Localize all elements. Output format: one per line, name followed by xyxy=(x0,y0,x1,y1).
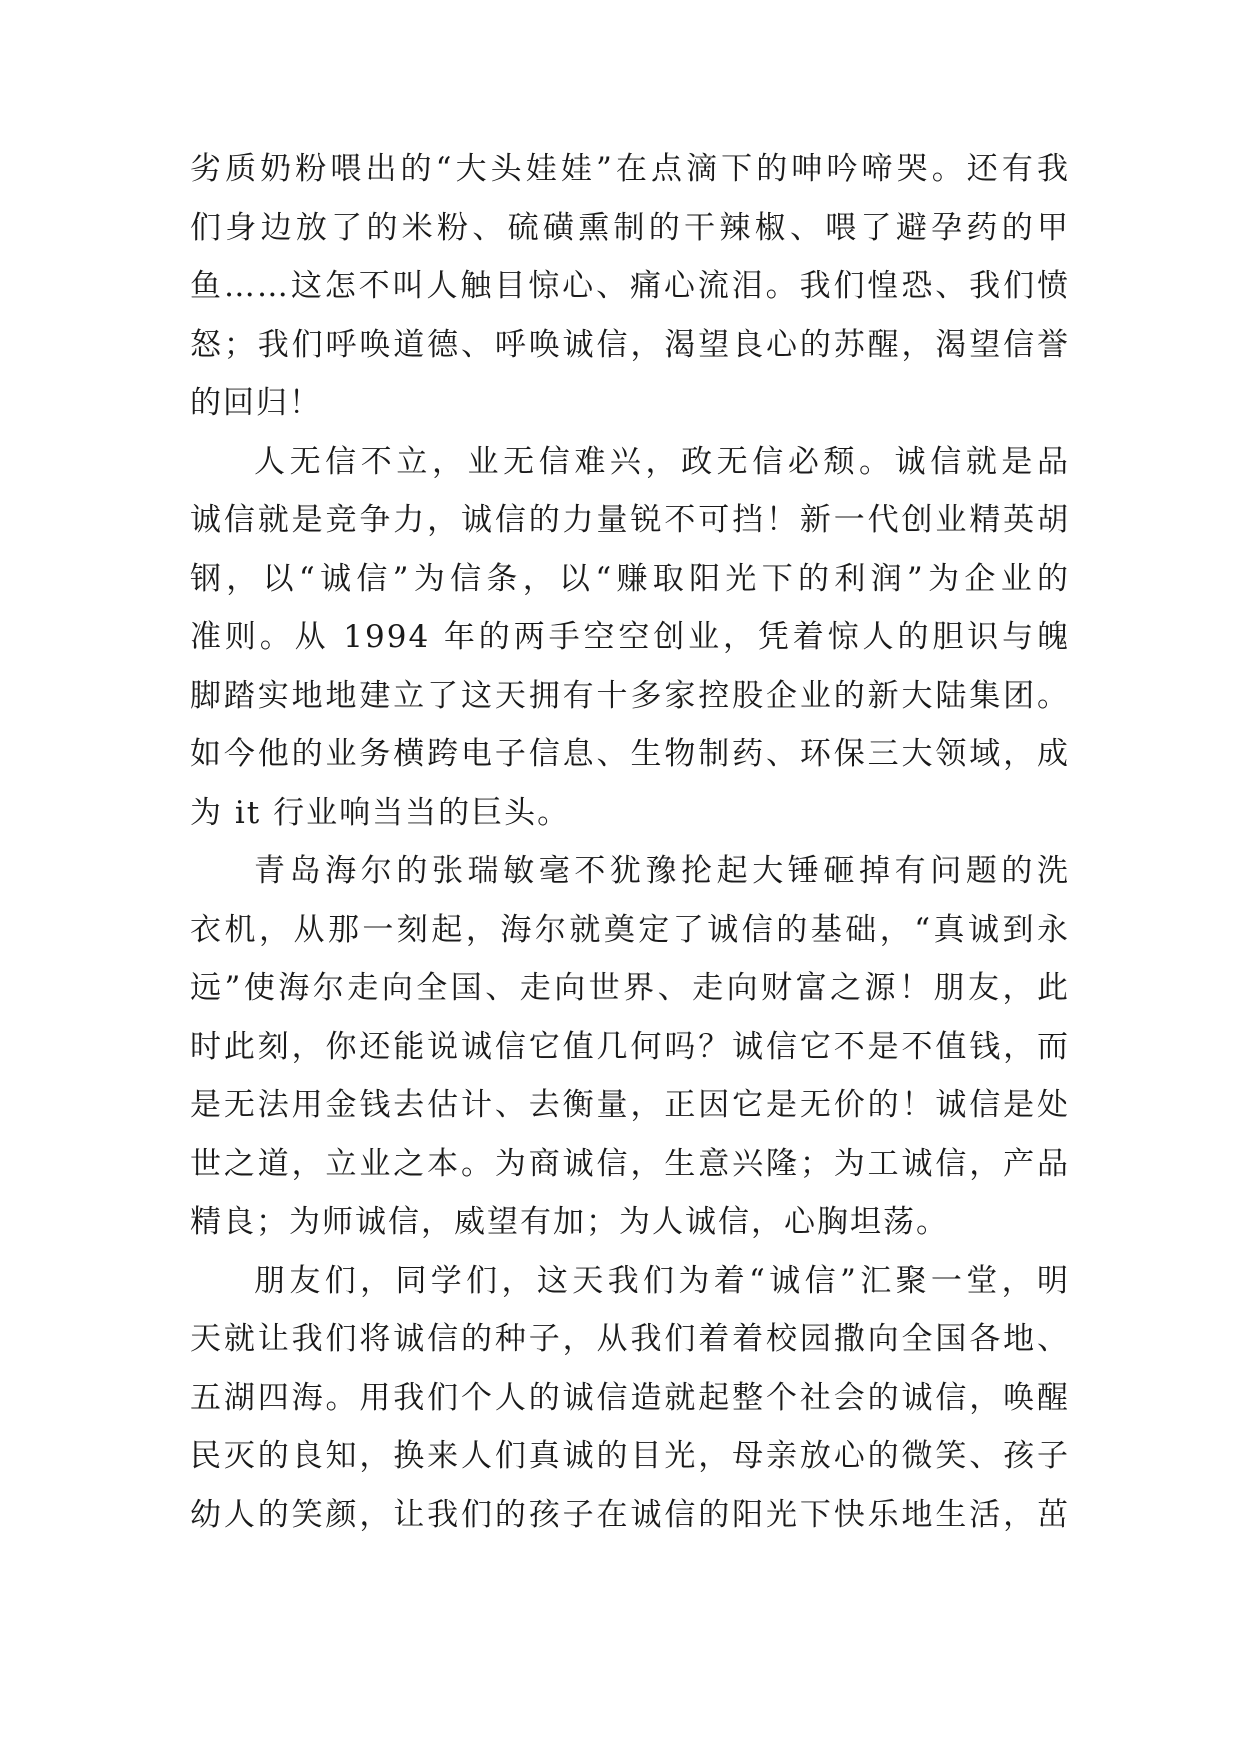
text-line: 幼人的笑颜，让我们的孩子在诚信的阳光下快乐地生活，茁 xyxy=(190,1496,1070,1533)
text-line: 鱼……这怎不叫人触目惊心、痛心流泪。我们惶恐、我们愤 xyxy=(190,268,1070,304)
text-line: 远”使海尔走向全国、走向世界、走向财富之源！朋友，此 xyxy=(190,970,1070,1006)
text-line: 的回归！ xyxy=(190,385,322,421)
text-line: 精良；为师诚信，威望有加；为人诚信，心胸坦荡。 xyxy=(190,1204,949,1240)
paragraph-first-line: 人无信不立，业无信难兴，政无信必颓。诚信就是品 xyxy=(254,443,1070,480)
text-line: 如今他的业务横跨电子信息、生物制药、环保三大领域，成 xyxy=(190,736,1070,772)
paragraph-first-line: 青岛海尔的张瑞敏毫不犹豫抡起大锤砸掉有问题的洗 xyxy=(254,853,1070,889)
text-line: 为 it 行业响当当的巨头。 xyxy=(190,794,571,831)
paragraph-first-line: 朋友们，同学们，这天我们为着“诚信”汇聚一堂，明 xyxy=(254,1262,1070,1299)
text-line: 劣质奶粉喂出的“大头娃娃”在点滴下的呻吟啼哭。还有我 xyxy=(190,151,1070,187)
text-line: 时此刻，你还能说诚信它值几何吗？诚信它不是不值钱，而 xyxy=(190,1028,1070,1065)
text-line: 们身边放了的米粉、硫磺熏制的干辣椒、喂了避孕药的甲 xyxy=(190,209,1070,246)
text-line: 世之道，立业之本。为商诚信，生意兴隆；为工诚信，产品 xyxy=(190,1145,1070,1182)
body-text xyxy=(190,140,1070,1544)
text-line: 衣机，从那一刻起，海尔就奠定了诚信的基础，“真诚到永 xyxy=(190,911,1070,948)
text-line: 是无法用金钱去估计、去衡量，正因它是无价的！诚信是处 xyxy=(190,1087,1070,1123)
text-line: 怒；我们呼唤道德、呼唤诚信，渴望良心的苏醒，渴望信誉 xyxy=(190,326,1070,363)
text-line: 准则。从 1994 年的两手空空创业，凭着惊人的胆识与魄 xyxy=(190,619,1070,655)
text-line: 脚踏实地地建立了这天拥有十多家控股企业的新大陆集团。 xyxy=(190,677,1070,714)
text-line: 诚信就是竞争力，诚信的力量锐不可挡！新一代创业精英胡 xyxy=(190,502,1070,538)
text-line: 民灭的良知，换来人们真诚的目光，母亲放心的微笑、孩子 xyxy=(190,1438,1070,1474)
text-line: 钢，以“诚信”为信条，以“赚取阳光下的利润”为企业的 xyxy=(190,560,1070,597)
text-line: 天就让我们将诚信的种子，从我们着着校园撒向全国各地、 xyxy=(190,1321,1070,1357)
text-line: 五湖四海。用我们个人的诚信造就起整个社会的诚信，唤醒 xyxy=(190,1379,1070,1416)
